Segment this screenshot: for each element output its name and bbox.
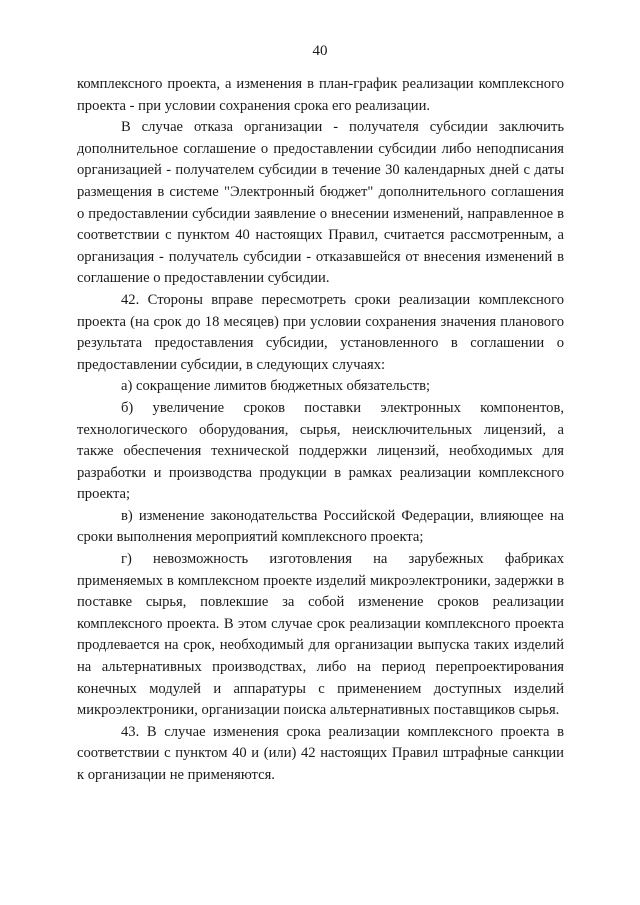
- list-item-b: б) увеличение сроков поставки электронных компонентов, технологического оборудования, сырья, неисключительных лицензий, а также обеспечения технической поддержки лицензий, необходимых для разработки и производства продукции в рамках реализации комплексного проекта;: [77, 399, 564, 503]
- list-item-g: г) невозможность изготовления на зарубежных фабриках применяемых в комплексном проекте изделий микроэлектроники, задержки в поставке сырья, повлекшие за собой изменение сроков реализации комплексного проекта. В этом случае срок реализации комплексного проекта продлевается на срок, необходимый для организации выпуска таких изделий на альтернативных производствах, либо на период перепроектирования конечных модулей и аппаратуры с применением доступных изделий микроэлектроники, организации поиска альтернативных поставщиков сырья.: [77, 551, 564, 719]
- paragraph-clause-42: 42. Стороны вправе пересмотреть сроки реализации комплексного проекта (на срок до 18 месяцев) при условии сохранения значения планового результата предоставления субсидии, установленного в соглашении о предоставлении субсидии, в следующих случаях:: [77, 291, 564, 373]
- list-item-v: в) изменение законодательства Российской Федерации, влияющее на сроки выполнения мероприятий комплексного проекта;: [77, 507, 564, 546]
- page-number: 40: [312, 43, 328, 59]
- paragraph-continuation: комплексного проекта, а изменения в план-график реализации комплексного проекта - при условии сохранения срока его реализации.: [77, 76, 564, 114]
- document-body: [77, 74, 564, 787]
- paragraph-refusal-clause: В случае отказа организации - получателя субсидии заключить дополнительное соглашение о предоставлении субсидии либо неподписания организацией - получателем субсидии в течение 30 календарных дней с даты размещения в системе "Электронный бюджет" дополнительного соглашения о предоставлении субсидии заявление о внесении изменений, направленное в соответствии с пунктом 40 настоящих Правил, считается рассмотренным, а организация - получатель субсидии - отказавшейся от внесения изменений в соглашение о предоставлении субсидии.: [77, 119, 564, 287]
- paragraph-clause-43: 43. В случае изменения срока реализации комплексного проекта в соответствии с пунктом 40 и (или) 42 настоящих Правил штрафные санкции к организации не применяются.: [77, 723, 564, 783]
- list-item-a: а) сокращение лимитов бюджетных обязательств;: [121, 378, 431, 395]
